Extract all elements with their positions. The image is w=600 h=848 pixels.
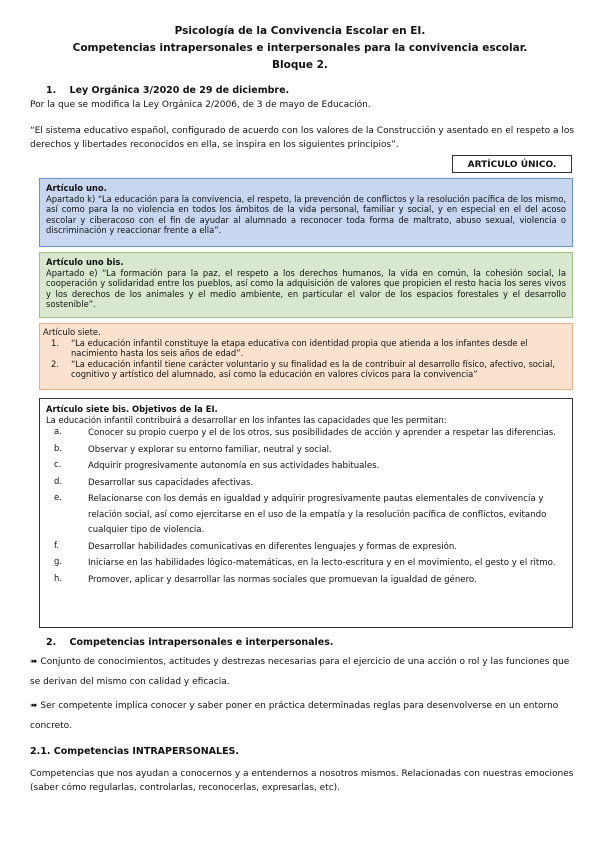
list-item xyxy=(46,540,566,556)
bullet-text: Conjunto de conocimientos, actitudes y destrezas necesarias para el ejercicio de una acción o rol y las funciones que se derivan del mismo con calidad y eficacia. xyxy=(30,657,570,687)
list-item-text: Desarrollar habilidades comunicativas en diferentes lenguajes y formas de expresión. xyxy=(88,541,458,552)
list-item-letter: e. xyxy=(54,492,62,502)
bullet-text: Ser competente implica conocer y saber poner en práctica determinadas reglas para desenvolverse en un entorno concreto. xyxy=(30,701,559,731)
article-one-bis-body: Apartado e) “La formación para la paz, el respeto a los derechos humanos, la vida en común, la cohesión social, la cooperación y solidaridad entre los pueblos, así como la adquisición de valores que propicien el resto hacia los seres vivos y los derechos de los animales y el medio ambiente, en particular el valor de los espacios forestales y el desarrollo sostenible”. xyxy=(46,267,566,309)
section1-title: Ley Orgánica 3/2020 de 29 de diciembre. xyxy=(69,85,290,96)
article-seven-box xyxy=(39,323,573,390)
list-item xyxy=(43,359,569,380)
list-item xyxy=(46,426,566,442)
list-item-text: “La educación infantil constituye la etapa educativa con identidad propia que atienda a los infantes desde el nacimiento hasta los seis años de edad”. xyxy=(71,337,528,358)
section1-quote: “El sistema educativo español, configurado de acuerdo con los valores de la Construcción y asentado en el respeto a los derechos y libertades reconocidos en ella, se inspira en los siguientes principios”. xyxy=(30,126,575,150)
list-item xyxy=(46,476,566,492)
list-item-text: “La educación infantil tiene carácter voluntario y su finalidad es la de contribuir al desarrollo físico, afectivo, social, cognitivo y artístico del alumnado, así como la educación en valores cívicos para la convivencia” xyxy=(71,358,555,379)
article-unique-tag: ARTÍCULO ÚNICO. xyxy=(452,155,572,173)
bullet-paragraph xyxy=(30,652,575,692)
article-seven-bis-box xyxy=(39,398,573,628)
bullet-paragraph xyxy=(30,696,575,736)
list-item-text: Iniciarse en las habilidades lógico-matemáticas, en la lecto-escritura y en el movimiento, el gesto y el ritmo. xyxy=(88,558,556,568)
list-item-letter: a. xyxy=(54,426,62,436)
list-item-letter: g. xyxy=(54,556,62,566)
section1-number: 1. xyxy=(46,85,57,96)
list-item-letter: d. xyxy=(54,475,62,486)
list-item xyxy=(46,459,566,475)
section21-title: 2.1. Competencias INTRAPERSONALES. xyxy=(30,746,240,757)
list-item-text: Relacionarse con los demás en igualdad y adquirir progresivamente pautas elementales de convivencia y relación social, así como ejercitarse en el uso de la empatía y la resolución pacífica de conflictos, evitando cualquier tipo de violencia. xyxy=(88,494,547,535)
article-seven-bis-heading: Artículo siete bis. Objetivos de la EI. xyxy=(46,404,218,414)
list-item-number: 1. xyxy=(51,337,59,348)
list-item-letter: b. xyxy=(54,442,62,453)
list-item-letter: f. xyxy=(54,539,60,550)
list-item-letter: h. xyxy=(54,572,62,583)
list-item xyxy=(46,573,566,589)
list-item xyxy=(46,556,566,572)
section1-subtitle: Por la que se modifica la Ley Orgánica 2/2006, de 3 de mayo de Educación. xyxy=(30,100,371,110)
list-item-text: Promover, aplicar y desarrollar las normas sociales que promuevan la igualdad de género. xyxy=(88,574,477,585)
doc-title-line3: Bloque 2. xyxy=(272,59,328,71)
article-seven-heading: Artículo siete. xyxy=(43,327,101,337)
arrow-bullet-icon: ➠ xyxy=(30,657,38,667)
section2-number: 2. xyxy=(46,637,57,648)
list-item-number: 2. xyxy=(51,358,59,369)
list-item xyxy=(46,443,566,459)
section21-body: Competencias que nos ayudan a conocernos y a entendernos a nosotros mismos. Relacionadas con nuestras emociones (saber cómo regularlas, controlarlas, reconocerlas, expresarlas, etc). xyxy=(30,769,574,793)
doc-title-line2: Competencias intrapersonales e interpersonales para la convivencia escolar. xyxy=(72,42,528,54)
article-one-heading: Artículo uno. xyxy=(46,183,107,193)
list-item-text: Desarrollar sus capacidades afectivas. xyxy=(88,477,254,488)
list-item-text: Conocer su propio cuerpo y el de los otros, sus posibilidades de acción y aprender a respetar las diferencias. xyxy=(88,428,557,438)
arrow-bullet-icon: ➠ xyxy=(30,701,38,711)
section2-title: Competencias intrapersonales e interpersonales. xyxy=(69,637,334,648)
list-item-letter: c. xyxy=(54,459,62,469)
section2-heading xyxy=(46,637,333,648)
section1-heading xyxy=(46,85,289,96)
article-one-bis-heading: Artículo uno bis. xyxy=(46,257,124,267)
article-one-bis-box xyxy=(39,252,573,318)
article-one-box xyxy=(39,178,573,247)
list-item xyxy=(46,492,566,539)
article-one-body: Apartado k) “La educación para la convivencia, el respeto, la prevención de conflictos y la resolución pacífica de los mismo, así como para la no violencia en todos los ámbitos de la vida personal, familiar y social, y en especial en el del acoso escolar y ciberacoso con el fin de ayudar al alumnado a reconocer toda forma de maltrato, abuso sexual, violencia o discriminación y reaccionar frente a ella”. xyxy=(46,193,566,235)
list-item-text: Adquirir progresivamente autonomía en sus actividades habituales. xyxy=(88,461,380,471)
list-item-text: Observar y explorar su entorno familiar, neutral y social. xyxy=(88,444,332,455)
article-seven-bis-intro: La educación infantil contribuirá a desarrollar en los infantes las capacidades que les permitan: xyxy=(46,414,447,425)
doc-title-line1: Psicología de la Convivencia Escolar en EI. xyxy=(174,25,426,37)
list-item xyxy=(43,338,569,359)
